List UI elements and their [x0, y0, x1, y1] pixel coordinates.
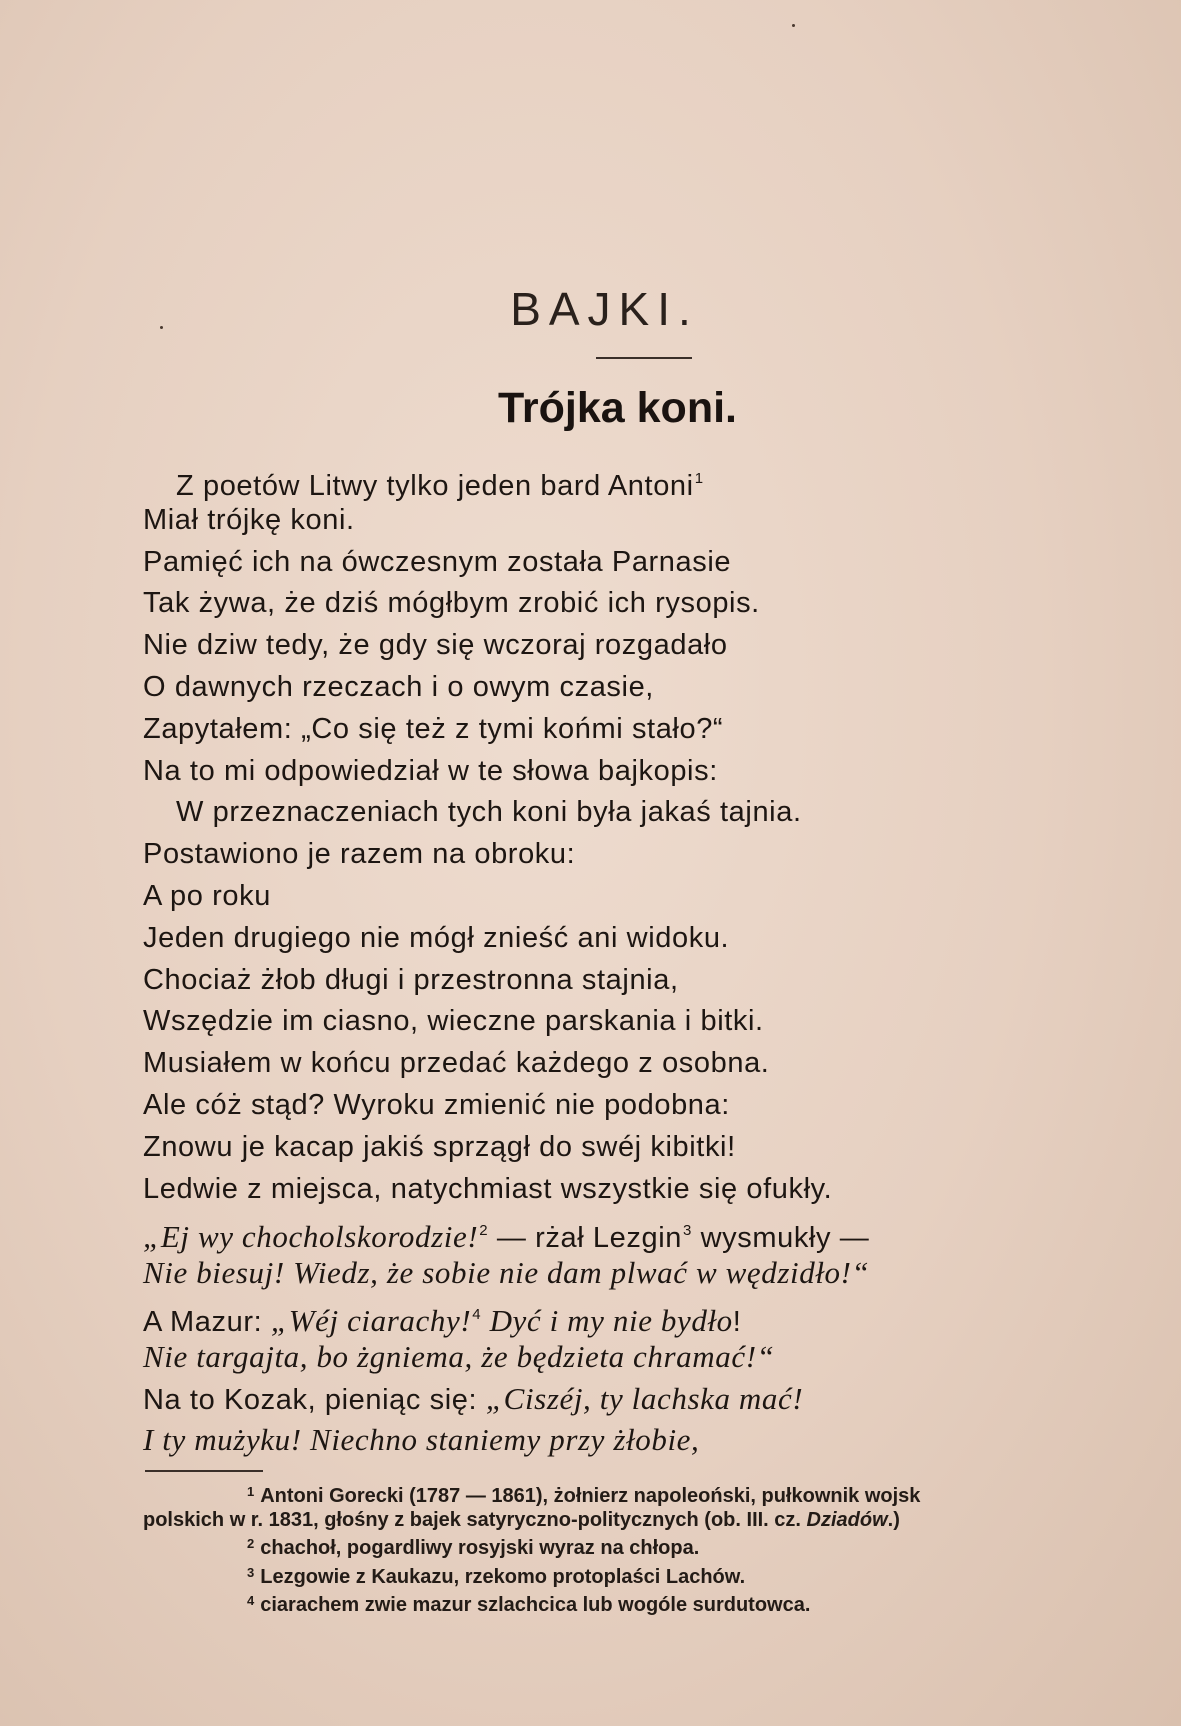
verse-text: ciarachem zwie mazur szlachcica lub wogóle surdutowca.	[260, 1594, 811, 1616]
verse-text: — rżał Lezgin	[488, 1222, 682, 1255]
verse-text: Ale cóż stąd? Wyroku zmienić nie podobna:	[143, 1088, 730, 1121]
verse-text: Jeden drugiego nie mógł znieść ani widoku.	[143, 921, 730, 954]
verse-text: Antoni Gorecki (1787 — 1861), żołnierz napoleoński, pułkownik wojsk	[260, 1485, 921, 1507]
italic-text: Nie biesuj! Wiedz, że sobie nie dam plwać w wędzidło!“	[143, 1255, 870, 1291]
verse-line	[143, 1043, 1043, 1085]
poem-title: Trójka koni.	[498, 384, 737, 432]
verse-text: Z poetów Litwy tylko jeden bard Antoni	[176, 470, 694, 502]
verse-line	[143, 709, 1043, 751]
verse-line	[143, 1378, 1043, 1420]
footnote-line	[143, 1589, 1153, 1618]
verse-line	[143, 1001, 1043, 1043]
verse-line	[143, 625, 1043, 667]
verse-text: Wszędzie im ciasno, wieczne parskania i bitki.	[143, 1005, 764, 1038]
verse-line	[143, 918, 1043, 960]
verse-line	[143, 1336, 1043, 1378]
verse-line	[143, 960, 1043, 1002]
verse-line	[143, 542, 1043, 584]
footnote-line	[143, 1509, 1153, 1533]
verse-line	[143, 834, 1043, 876]
verse-text: Musiałem w końcu przedać każdego z osobna.	[143, 1047, 770, 1080]
verse-text: Pamięć ich na ówczesnym została Parnasie	[143, 545, 732, 578]
footnote-line	[143, 1561, 1153, 1590]
footnote-number: 2	[247, 1536, 255, 1551]
verse-line	[143, 792, 1043, 834]
verse-line	[143, 1294, 1043, 1336]
footnote-number: 3	[247, 1564, 255, 1580]
verse-text: Miał trójkę koni.	[143, 503, 355, 536]
verse-text: Na to Kozak, pieniąc się:	[143, 1383, 486, 1416]
poem-body	[143, 458, 1043, 1461]
verse-line	[143, 1127, 1043, 1169]
footnotes	[143, 1480, 1153, 1618]
verse-line	[143, 1419, 1043, 1461]
verse-text: Postawiono je razem na obroku:	[143, 838, 576, 871]
verse-text: A Mazur:	[143, 1305, 271, 1338]
footnote-divider	[145, 1470, 263, 1472]
italic-text: Dyć i my nie bydło	[481, 1302, 733, 1338]
italic-text: „Ciszéj, ty lachska mać!	[485, 1380, 804, 1416]
verse-line	[143, 1252, 1043, 1294]
italic-text: I ty mużyku! Niechno staniemy przy żłobie,	[143, 1422, 700, 1458]
footnote-reference: 1	[694, 470, 704, 487]
verse-text: Lezgowie z Kaukazu, rzekomo protoplaści Lachów.	[260, 1565, 746, 1588]
footnote-line	[143, 1532, 1153, 1561]
verse-text: Chociaż żłob długi i przestronna stajnia,	[143, 963, 679, 996]
footnote-line	[143, 1480, 1153, 1509]
verse-line	[143, 667, 1043, 709]
verse-line	[143, 583, 1043, 625]
verse-text: wysmukły —	[691, 1222, 870, 1255]
print-speck	[792, 24, 795, 27]
verse-line	[143, 876, 1043, 918]
footnote-number: 4	[247, 1593, 255, 1608]
verse-line	[143, 458, 1043, 500]
italic-text: Nie targajta, bo żgniema, że będzieta chramać!“	[143, 1338, 775, 1374]
verse-text: .)	[887, 1508, 900, 1531]
italic-text: „Ej wy chocholskorodzie!	[143, 1219, 479, 1255]
verse-line	[143, 1169, 1043, 1211]
verse-text: Na to mi odpowiedział w te słowa bajkopis:	[143, 754, 718, 787]
verse-text: !	[732, 1305, 742, 1338]
italic-text: „Wéj ciarachy!	[270, 1302, 472, 1338]
italic-text: Dziadów	[806, 1508, 888, 1531]
verse-text: Tak żywa, że dziś mógłbym zrobić ich rysopis.	[143, 587, 760, 620]
verse-text: chachoł, pogardliwy rosyjski wyraz na chłopa.	[260, 1537, 700, 1559]
verse-line	[143, 1210, 1043, 1255]
verse-line	[143, 500, 1043, 542]
footnote-reference: 2	[479, 1222, 489, 1240]
footnote-number: 1	[247, 1484, 255, 1499]
verse-text: Zapytałem: „Co się też z tymi końmi stało?“	[143, 712, 724, 745]
verse-text: A po roku	[143, 879, 271, 912]
footnote-reference: 3	[682, 1222, 692, 1240]
verse-line	[143, 1085, 1043, 1127]
section-title: BAJKI.	[510, 283, 699, 335]
verse-text: W przeznaczeniach tych koni była jakaś tajnia.	[176, 796, 802, 829]
verse-line	[143, 751, 1043, 793]
title-divider	[596, 357, 692, 359]
verse-text: O dawnych rzeczach i o owym czasie,	[143, 670, 654, 703]
footnote-reference: 4	[472, 1305, 482, 1323]
verse-text: Ledwie z miejsca, natychmiast wszystkie się ofukły.	[143, 1172, 833, 1205]
verse-text: Znowu je kacap jakiś sprzągł do swéj kibitki!	[143, 1130, 736, 1163]
verse-text: polskich w r. 1831, głośny z bajek satyryczno-politycznych (ob. III. cz.	[143, 1508, 807, 1531]
verse-text: Nie dziw tedy, że gdy się wczoraj rozgadało	[143, 629, 728, 662]
